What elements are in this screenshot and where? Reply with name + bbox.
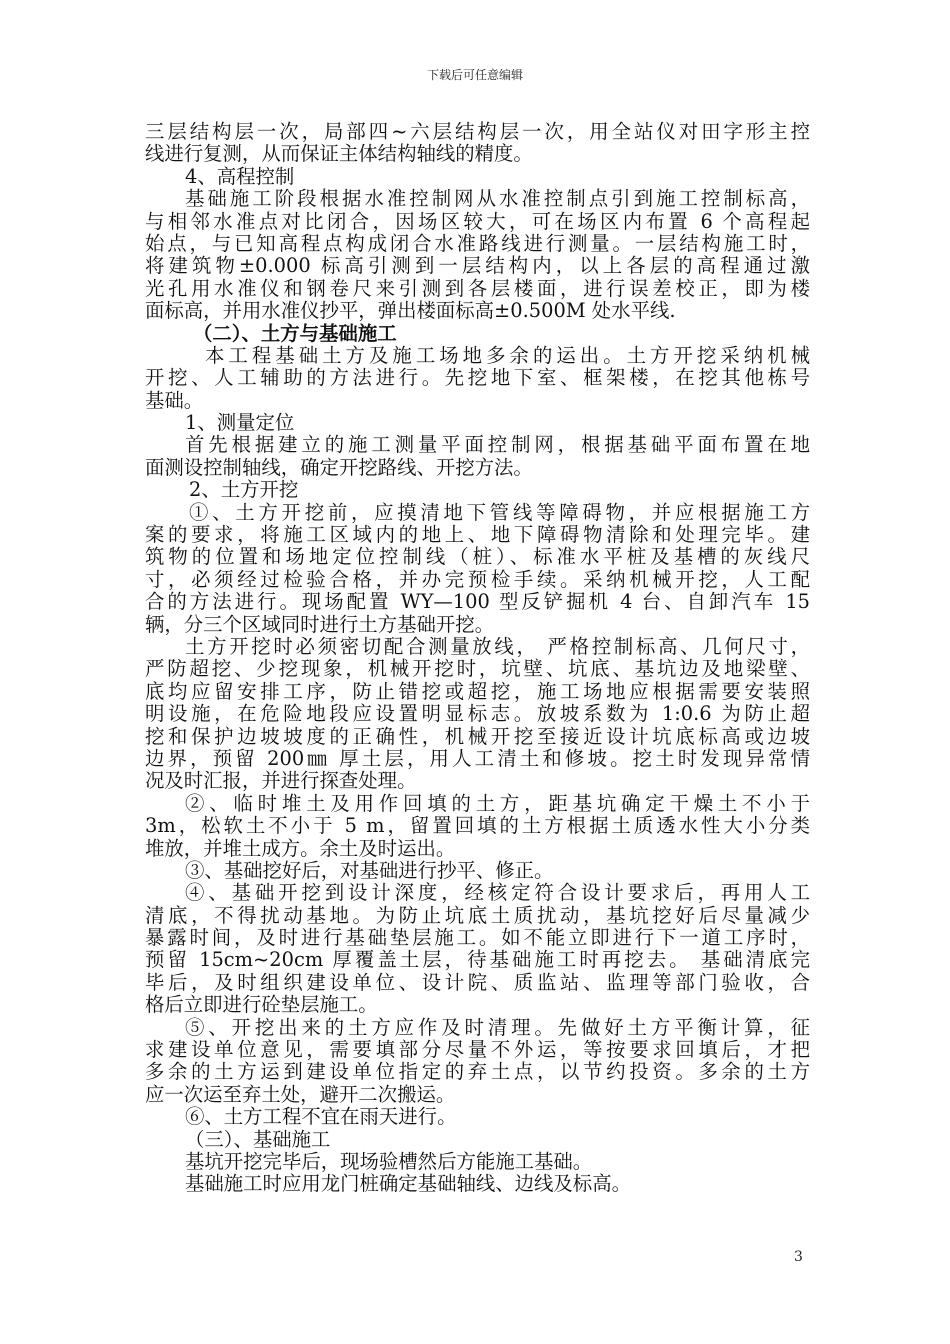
body-line: 求建设单位意见，需要填部分尽量不外运，等按要求回填后，才把 xyxy=(145,1038,810,1062)
document-body xyxy=(145,121,810,1196)
body-line: 辆，分三个区域同时进行土方基础开挖。 xyxy=(145,612,495,636)
body-line: ⑥、土方工程不宜在雨天进行。 xyxy=(185,1105,457,1129)
body-line: 多余的土方运到建设单位指定的弃土点，以节约投资。多余的土方 xyxy=(145,1060,810,1084)
body-line: 况及时汇报，并进行探查处理。 xyxy=(145,769,417,793)
body-line: 暴露时间，及时进行基础垫层施工。如不能立即进行下一道工序时， xyxy=(145,926,810,950)
body-line: 基础施工阶段根据水准控制网从水准控制点引到施工控制标高， xyxy=(185,187,810,211)
body-line: 光孔用水准仪和钢卷尺来引测到各层楼面，进行误差校正，即为楼 xyxy=(145,276,810,300)
body-line: ②、临时堆土及用作回填的土方，距基坑确定干燥土不小于 xyxy=(185,791,810,815)
body-line: 寸，必须经过检验合格，并办完预检手续。采纳机械开挖，人工配 xyxy=(145,567,810,591)
body-line: 1、测量定位 xyxy=(185,411,295,435)
body-line: ④、基础开挖到设计深度，经核定符合设计要求后，再用人工 xyxy=(185,881,810,905)
body-line: 基础。 xyxy=(145,388,204,412)
page-number: 3 xyxy=(794,1249,803,1265)
body-line: 本工程基础土方及施工场地多余的运出。土方开挖采纳机械 xyxy=(205,343,810,367)
body-line: ①、土方开挖前，应摸清地下管线等障碍物，并应根据施工方 xyxy=(189,500,810,524)
body-line: 格后立即进行砼垫层施工。 xyxy=(145,993,378,1017)
body-line: 首先根据建立的施工测量平面控制网，根据基础平面布置在地 xyxy=(185,433,810,457)
body-line: 2、土方开挖 xyxy=(189,478,299,502)
body-line: 严防超挖、少挖现象，机械开挖时，坑壁、坑底、基坑边及地梁壁、 xyxy=(145,657,810,681)
body-line: 边界，预留 200㎜ 厚土层，用人工清土和修坡。挖土时发现异常情 xyxy=(145,746,810,770)
body-line: 将建筑物±0.000 标高引测到一层结构内，以上各层的高程通过激 xyxy=(145,254,810,278)
body-line: 毕后，及时组织建设单位、设计院、质监站、监理等部门验收，合 xyxy=(145,970,810,994)
body-line: （三）、基础施工 xyxy=(185,1127,331,1151)
body-line: ③、基础挖好后，对基础进行抄平、修正。 xyxy=(185,858,554,882)
body-line: 预留 15cm~20cm 厚覆盖土层，待基础施工时再挖去。 基础清底完 xyxy=(145,948,810,972)
body-line: 合的方法进行。现场配置 WY—100 型反铲掘机 4 台、自卸汽车 15 xyxy=(145,590,810,614)
body-line: 线进行复测，从而保证主体结构轴线的精度。 xyxy=(145,142,533,166)
body-line: 堆放，并堆土成方。余土及时运出。 xyxy=(145,836,456,860)
body-line: 三层结构层一次，局部四~六层结构层一次，用全站仪对田字形主控 xyxy=(145,120,810,143)
body-line: ⑤、开挖出来的土方应作及时清理。先做好土方平衡计算，征 xyxy=(185,1015,810,1039)
body-line: （二）、土方与基础施工 xyxy=(193,321,397,345)
body-line: 开挖、人工辅助的方法进行。先挖地下室、框架楼，在挖其他栋号 xyxy=(145,366,810,390)
body-line: 应一次运至弃土处，避开二次搬运。 xyxy=(145,1082,456,1106)
body-line: 底均应留安排工序，防止错挖或超挖，施工场地应根据需要安装照 xyxy=(145,679,810,703)
body-line: 基坑开挖完毕后，现场验槽然后方能施工基础。 xyxy=(185,1149,593,1173)
body-line: 面标高，并用水准仪抄平，弹出楼面标高±0.500M 处水平线. xyxy=(145,299,676,323)
body-line: 始点，与已知高程点构成闭合水准路线进行测量。一层结构施工时， xyxy=(145,231,810,255)
body-line: 清底，不得扰动基地。为防止坑底土质扰动，基坑挖好后尽量减少 xyxy=(145,903,810,927)
body-line: 4、高程控制 xyxy=(185,164,295,188)
page-header: 下载后可任意编辑 xyxy=(426,68,523,82)
body-line: 面测设控制轴线，确定开挖路线、开挖方法。 xyxy=(145,455,533,479)
body-line: 挖和保护边坡坡度的正确性，机械开挖至接近设计坑底标高或边坡 xyxy=(145,724,810,748)
body-line: 案的要求，将施工区域内的地上、地下障碍物清除和处理完毕。建 xyxy=(145,523,810,547)
body-line: 3m，松软土不小于 5 m，留置回填的土方根据土质透水性大小分类 xyxy=(145,814,810,838)
body-line: 土方开挖时必须密切配合测量放线， 严格控制标高、几何尺寸， xyxy=(185,634,810,658)
body-line: 明设施，在危险地段应设置明显标志。放坡系数为 1:0.6 为防止超 xyxy=(145,702,810,726)
body-line: 筑物的位置和场地定位控制线（桩）、标准水平桩及基槽的灰线尺 xyxy=(145,545,810,569)
body-line: 与相邻水准点对比闭合，因场区较大，可在场区内布置 6 个高程起 xyxy=(145,209,810,233)
body-line: 基础施工时应用龙门桩确定基础轴线、边线及标高。 xyxy=(185,1172,631,1196)
